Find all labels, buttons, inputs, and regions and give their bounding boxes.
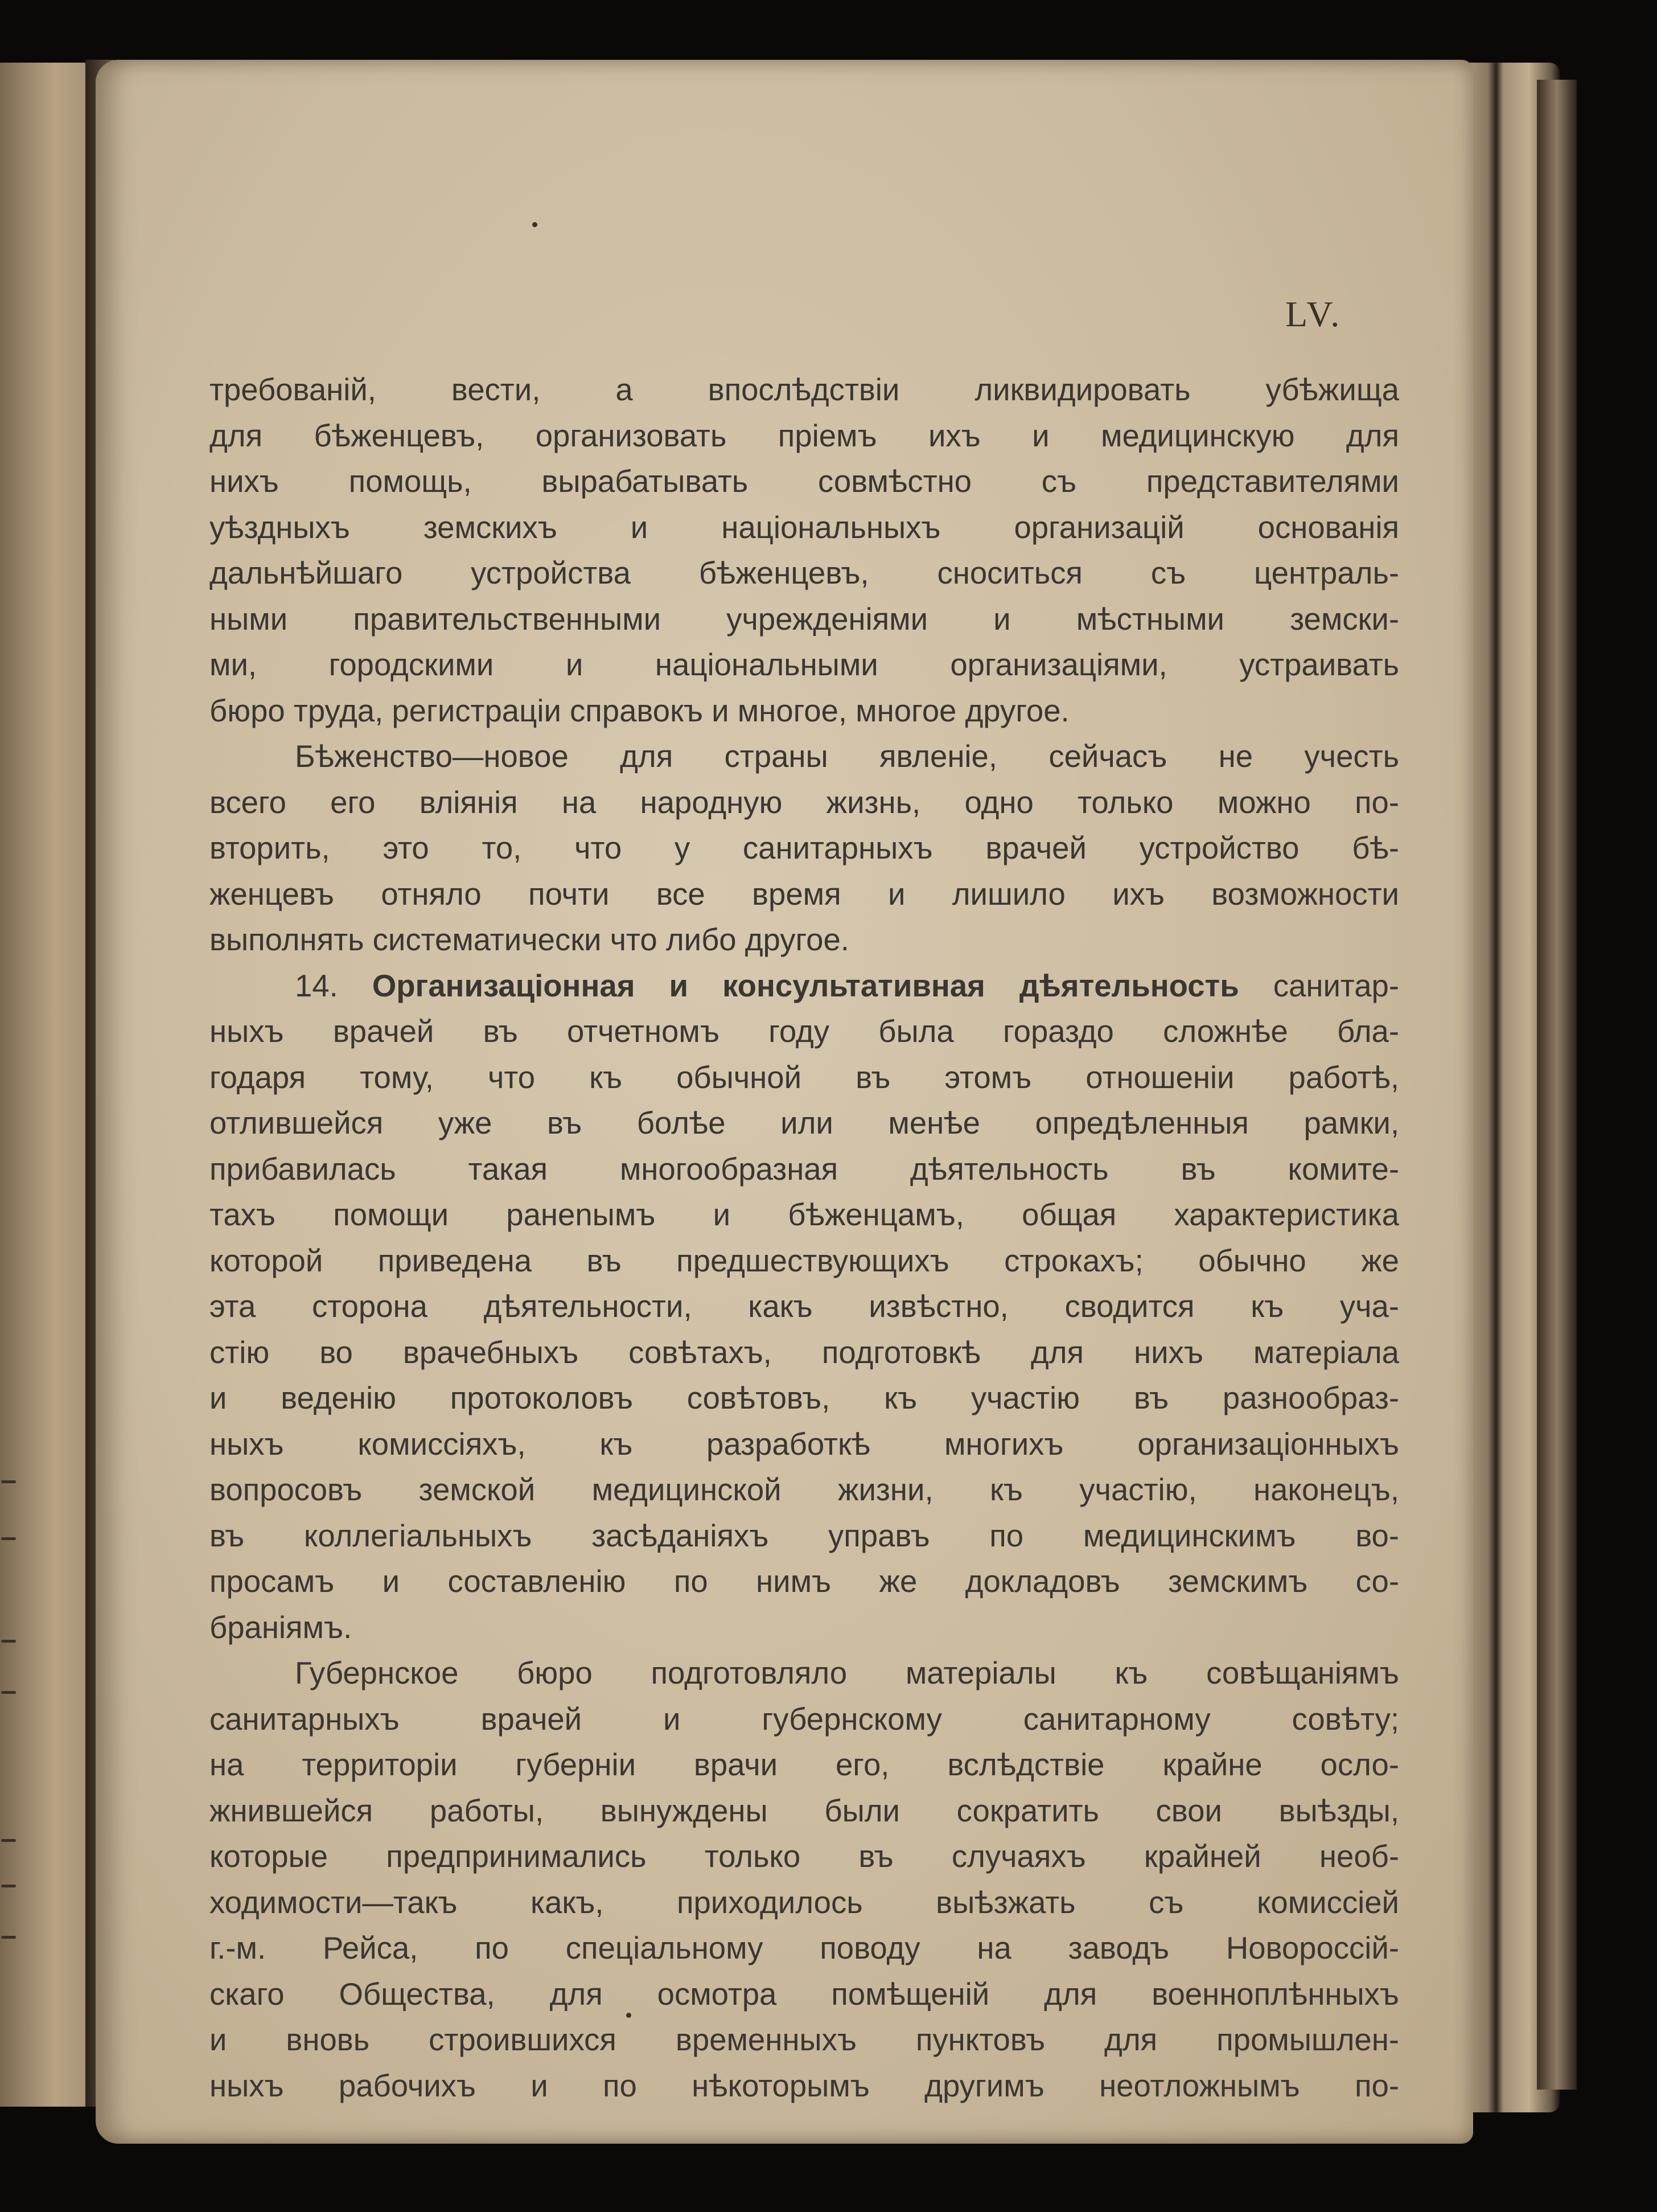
left-facing-page [0, 63, 100, 2107]
text-line: жнившейся работы, вынуждены были сократить свои выѣзды, [209, 1793, 1399, 1828]
text-line: и вновь строившихся временныхъ пунктовъ для промышлен- [209, 2022, 1399, 2057]
section-heading: Организаціонная и консультативная дѣятельность [372, 968, 1239, 1003]
page-text [209, 367, 1399, 2109]
text-line: вопросовъ земской медицинской жизни, къ участію, наконецъ, [209, 1472, 1399, 1507]
text-line: дальнѣйшаго устройства бѣженцевъ, сноситься съ централь- [209, 556, 1399, 590]
text-line: женцевъ отняло почти все время и лишило ихъ возможности [209, 876, 1399, 912]
left-page-mark [1, 1936, 16, 1939]
text-line: скаго Общества, для осмотра помѣщеній для военноплѣнныхъ [209, 1976, 1399, 2012]
text-line: которые предпринимались только въ случаяхъ крайней необ- [209, 1839, 1399, 1874]
text-line: для бѣженцевъ, организовать пріемъ ихъ и медицинскую для [209, 418, 1399, 453]
text-line: ныхъ рабочихъ и по нѣкоторымъ другимъ неотложнымъ по- [209, 2068, 1399, 2103]
text-line: ми, городскими и національными организаціями, устраивать [209, 647, 1399, 682]
text-line: Губернское бюро подготовляло матеріалы къ совѣщаніямъ [295, 1656, 1399, 1690]
text-run: санитар- [1239, 968, 1400, 1003]
text-line: стію во врачебныхъ совѣтахъ, подготовкѣ для нихъ матеріала [209, 1335, 1399, 1370]
text-line: уѣздныхъ земскихъ и національныхъ организацій основанія [209, 510, 1399, 545]
text-line: отлившейся уже въ болѣе или менѣе опредѣленныя рамки, [209, 1106, 1399, 1140]
book-page [96, 60, 1473, 2144]
text-line: ныхъ комиссіяхъ, къ разработкѣ многихъ организаціонныхъ [209, 1426, 1399, 1462]
text-line: годаря тому, что къ обычной въ этомъ отношеніи работѣ, [209, 1060, 1399, 1095]
paper-speck [532, 222, 537, 227]
text-line: просамъ и составленію по нимъ же докладовъ земскимъ со- [209, 1564, 1399, 1599]
text-line: которой приведена въ предшествующихъ строкахъ; обычно же [209, 1243, 1399, 1278]
text-line: ходимости—такъ какъ, приходилось выѣзжать съ комиссіей [209, 1885, 1399, 1920]
text-line: браніямъ. [209, 1610, 352, 1645]
left-page-mark [1, 1537, 16, 1540]
text-line: г.-м. Рейса, по спеціальному поводу на заводъ Новороссій- [209, 1931, 1399, 1965]
text-line: бюро труда, регистраціи справокъ и многое, многое другое. [209, 693, 1070, 728]
left-page-mark [1, 1691, 16, 1694]
text-line: ными правительственными учрежденіями и мѣстными земски- [209, 601, 1399, 637]
page-number: LV. [1285, 294, 1342, 334]
section-number: 14. [295, 968, 372, 1003]
text-line: требованій, вести, а впослѣдствіи ликвидировать убѣжища [209, 372, 1399, 407]
text-line: и веденію протоколовъ совѣтовъ, къ участію въ разнообраз- [209, 1381, 1399, 1415]
text-line: всего его вліянія на народную жизнь, одно только можно по- [209, 785, 1399, 820]
text-line: нихъ помощь, вырабатывать совмѣстно съ представителями [209, 464, 1399, 499]
text-line [209, 963, 1399, 1009]
text-line: въ коллегіальныхъ засѣданіяхъ управъ по медицинскимъ во- [209, 1518, 1399, 1553]
left-page-mark [1, 1885, 16, 1887]
book-cover-edge [1537, 80, 1577, 2090]
paper-speck [626, 2013, 631, 2018]
text-line: вторить, это то, что у санитарныхъ врачей устройство бѣ- [209, 831, 1399, 865]
text-line: ныхъ врачей въ отчетномъ году была гораздо сложнѣе бла- [209, 1014, 1399, 1049]
left-page-mark [1, 1839, 16, 1842]
text-line: эта сторона дѣятельности, какъ извѣстно, сводится къ уча- [209, 1289, 1399, 1324]
text-line: тахъ помощи ранenымъ и бѣженцамъ, общая характеристика [209, 1197, 1399, 1232]
text-line: Бѣженство—новое для страны явленіе, сейчасъ не учесть [295, 739, 1399, 774]
text-line: на территоріи губерніи врачи его, вслѣдствіе крайне осло- [209, 1747, 1399, 1782]
left-page-mark [1, 1480, 16, 1483]
text-line: санитарныхъ врачей и губернскому санитарному совѣту; [209, 1701, 1399, 1737]
left-page-mark [1, 1640, 16, 1643]
text-line: прибавилась такая многообразная дѣятельность въ комите- [209, 1151, 1399, 1187]
text-line: выполнять систематически что либо другое. [209, 922, 849, 957]
